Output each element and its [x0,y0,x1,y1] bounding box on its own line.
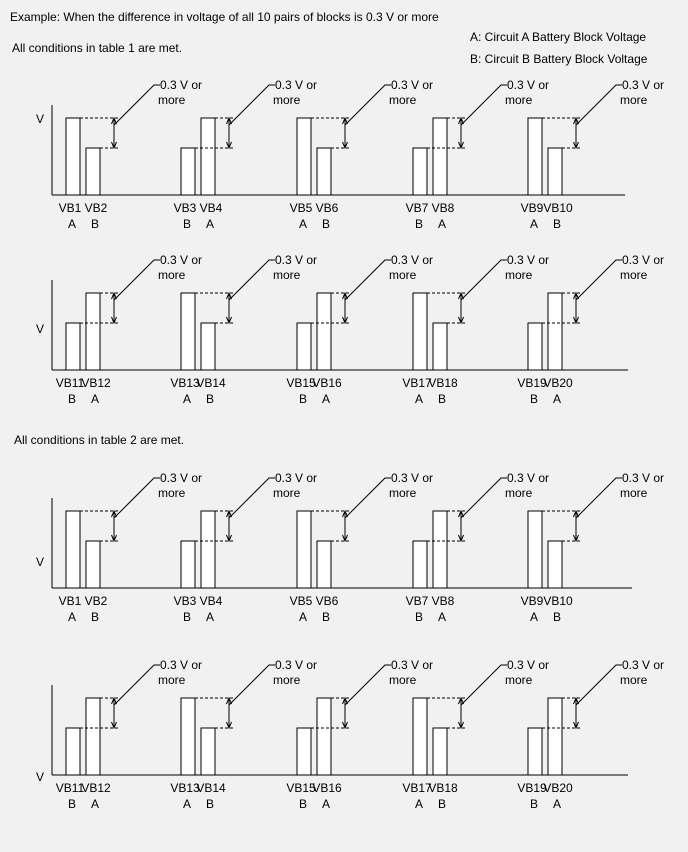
circuit-label: B [67,797,77,811]
block-label: VB16 [312,781,342,795]
block-label: VB7 [405,594,429,608]
block-label: VB1 [58,594,82,608]
y-axis-label: V [36,322,45,336]
bar-vb9 [528,118,542,195]
circuit-label: A [182,392,192,406]
block-label: VB11 [55,781,85,795]
callout-text-line-1: 0.3 V or [391,471,434,485]
callout-text-line-1: 0.3 V or [622,78,665,92]
block-label: VB13 [170,376,200,390]
block-pair-vb19-vb20 [517,658,664,811]
callout-text-line-2: more [505,93,533,107]
bar-vb13 [181,293,195,370]
circuit-label: A [182,797,192,811]
callout-leader-line [114,665,160,705]
bar-vb15 [297,728,311,775]
circuit-label: A [90,797,100,811]
block-label: VB18 [428,376,458,390]
callout-text-line-1: 0.3 V or [391,658,434,672]
block-label: VB17 [402,781,432,795]
callout-text-line-1: 0.3 V or [275,658,318,672]
block-label: VB14 [196,781,226,795]
circuit-label: A [321,797,331,811]
circuit-label: B [182,217,192,231]
block-label: VB20 [543,781,573,795]
bar-vb17 [413,698,427,775]
callout-leader-line [229,478,275,518]
circuit-label: A [414,797,424,811]
circuit-label: B [321,217,331,231]
callout-text-line-1: 0.3 V or [160,658,203,672]
bar-vb7 [413,148,427,195]
bar-vb16 [317,698,331,775]
block-pair-vb9-vb10 [521,471,664,624]
callout-leader-line [114,260,160,300]
bar-vb18 [433,728,447,775]
circuit-label: B [552,610,562,624]
callout-text-line-2: more [158,486,186,500]
circuit-label: B [437,392,447,406]
circuit-label: A [529,610,539,624]
bar-vb1 [66,118,80,195]
callout-text-line-2: more [158,268,186,282]
callout-leader-line [461,260,507,300]
bar-vb9 [528,511,542,588]
callout-leader-line [114,478,160,518]
callout-text-line-2: more [620,93,648,107]
block-label: VB3 [173,594,197,608]
block-label: VB15 [286,781,316,795]
bar-vb10 [548,541,562,588]
chart-row-4 [36,658,664,811]
block-label: VB16 [312,376,342,390]
circuit-label: A [321,392,331,406]
block-label: VB10 [543,201,573,215]
chart-row-3 [36,471,664,624]
callout-text-line-2: more [273,673,301,687]
callout-leader-line [229,260,275,300]
callout-text-line-1: 0.3 V or [507,78,550,92]
callout-text-line-2: more [158,93,186,107]
callout-text-line-2: more [389,268,417,282]
bar-vb14 [201,323,215,370]
callout-text-line-1: 0.3 V or [275,253,318,267]
circuit-label: A [205,610,215,624]
callout-text-line-2: more [273,486,301,500]
circuit-label: B [298,392,308,406]
callout-text-line-1: 0.3 V or [507,471,550,485]
block-label: VB13 [170,781,200,795]
callout-leader-line [345,85,391,125]
bar-vb12 [86,698,100,775]
bar-vb5 [297,511,311,588]
block-label: VB18 [428,781,458,795]
chart-row-1 [36,78,664,231]
circuit-label: B [298,797,308,811]
callout-text-line-1: 0.3 V or [275,78,318,92]
bar-vb18 [433,323,447,370]
callout-text-line-2: more [620,486,648,500]
bar-vb2 [86,148,100,195]
bar-vb4 [201,118,215,195]
bar-vb13 [181,698,195,775]
circuit-label: B [205,797,215,811]
callout-text-line-1: 0.3 V or [275,471,318,485]
circuit-label: A [552,392,562,406]
callout-text-line-1: 0.3 V or [507,658,550,672]
callout-leader-line [345,478,391,518]
circuit-label: B [414,610,424,624]
circuit-label: B [529,797,539,811]
block-label: VB5 [289,594,313,608]
callout-leader-line [114,85,160,125]
block-label: VB11 [55,376,85,390]
callout-leader-line [345,260,391,300]
legend-circuit-a: A: Circuit A Battery Block Voltage [470,30,647,44]
circuit-label: A [529,217,539,231]
block-label: VB4 [199,201,223,215]
bar-vb6 [317,148,331,195]
bar-vb19 [528,728,542,775]
block-label: VB4 [199,594,223,608]
callout-text-line-2: more [389,486,417,500]
block-label: VB6 [315,201,339,215]
circuit-label: B [205,392,215,406]
block-label: VB8 [431,594,455,608]
bar-vb8 [433,511,447,588]
circuit-label: A [298,217,308,231]
callout-text-line-1: 0.3 V or [391,253,434,267]
callout-text-line-2: more [505,673,533,687]
block-label: VB5 [289,201,313,215]
circuit-label: A [437,217,447,231]
block-label: VB7 [405,201,429,215]
bar-vb12 [86,293,100,370]
callout-leader-line [461,665,507,705]
bar-vb10 [548,148,562,195]
example-heading: Example: When the difference in voltage of all 10 pairs of blocks is 0.3 V or more [10,10,439,24]
condition-table-2: All conditions in table 2 are met. [14,433,185,447]
bar-vb17 [413,293,427,370]
callout-text-line-1: 0.3 V or [622,658,665,672]
block-label: VB8 [431,201,455,215]
callout-text-line-1: 0.3 V or [622,253,665,267]
block-label: VB9 [520,201,544,215]
circuit-label: A [298,610,308,624]
y-axis-label: V [36,555,45,569]
bar-vb20 [548,698,562,775]
circuit-label: A [414,392,424,406]
bar-vb3 [181,541,195,588]
circuit-label: A [552,797,562,811]
circuit-label: A [67,217,77,231]
y-axis-label: V [36,112,45,126]
bar-vb19 [528,323,542,370]
callout-leader-line [576,85,622,125]
callout-text-line-2: more [620,673,648,687]
block-label: VB12 [81,781,111,795]
bar-vb11 [66,728,80,775]
callout-text-line-2: more [505,268,533,282]
bar-vb15 [297,323,311,370]
callout-text-line-1: 0.3 V or [391,78,434,92]
block-label: VB15 [286,376,316,390]
callout-text-line-2: more [505,486,533,500]
circuit-label: A [90,392,100,406]
callout-text-line-1: 0.3 V or [160,78,203,92]
block-label: VB3 [173,201,197,215]
bar-vb7 [413,541,427,588]
callout-leader-line [576,478,622,518]
callout-text-line-2: more [389,673,417,687]
block-pair-vb19-vb20 [517,253,664,406]
callout-leader-line [461,478,507,518]
block-label: VB17 [402,376,432,390]
circuit-label: B [552,217,562,231]
callout-leader-line [576,665,622,705]
callout-leader-line [576,260,622,300]
callout-leader-line [229,85,275,125]
legend-circuit-b: B: Circuit B Battery Block Voltage [470,52,648,66]
bar-vb3 [181,148,195,195]
bar-vb16 [317,293,331,370]
block-label: VB12 [81,376,111,390]
bar-vb2 [86,541,100,588]
circuit-label: B [529,392,539,406]
block-label: VB19 [517,376,547,390]
callout-text-line-2: more [620,268,648,282]
block-label: VB9 [520,594,544,608]
block-label: VB19 [517,781,547,795]
circuit-label: B [182,610,192,624]
callout-text-line-2: more [389,93,417,107]
bar-vb20 [548,293,562,370]
callout-text-line-1: 0.3 V or [622,471,665,485]
circuit-label: B [90,217,100,231]
callout-leader-line [229,665,275,705]
callout-text-line-1: 0.3 V or [160,253,203,267]
callout-text-line-2: more [273,268,301,282]
y-axis-label: V [36,770,45,784]
block-label: VB2 [84,201,108,215]
condition-table-1: All conditions in table 1 are met. [12,41,183,55]
circuit-label: B [67,392,77,406]
callout-text-line-1: 0.3 V or [507,253,550,267]
block-label: VB1 [58,201,82,215]
circuit-label: B [437,797,447,811]
circuit-label: B [90,610,100,624]
block-pair-vb9-vb10 [521,78,664,231]
block-label: VB6 [315,594,339,608]
callout-text-line-1: 0.3 V or [160,471,203,485]
bar-vb11 [66,323,80,370]
circuit-label: B [414,217,424,231]
callout-text-line-2: more [273,93,301,107]
chart-row-2 [36,253,664,406]
callout-leader-line [345,665,391,705]
circuit-label: A [437,610,447,624]
block-label: VB20 [543,376,573,390]
bar-vb6 [317,541,331,588]
circuit-label: B [321,610,331,624]
circuit-label: A [205,217,215,231]
bar-vb8 [433,118,447,195]
bar-vb14 [201,728,215,775]
bar-vb4 [201,511,215,588]
bar-vb5 [297,118,311,195]
block-label: VB10 [543,594,573,608]
bar-vb1 [66,511,80,588]
callout-text-line-2: more [158,673,186,687]
callout-leader-line [461,85,507,125]
block-label: VB14 [196,376,226,390]
circuit-label: A [67,610,77,624]
block-label: VB2 [84,594,108,608]
